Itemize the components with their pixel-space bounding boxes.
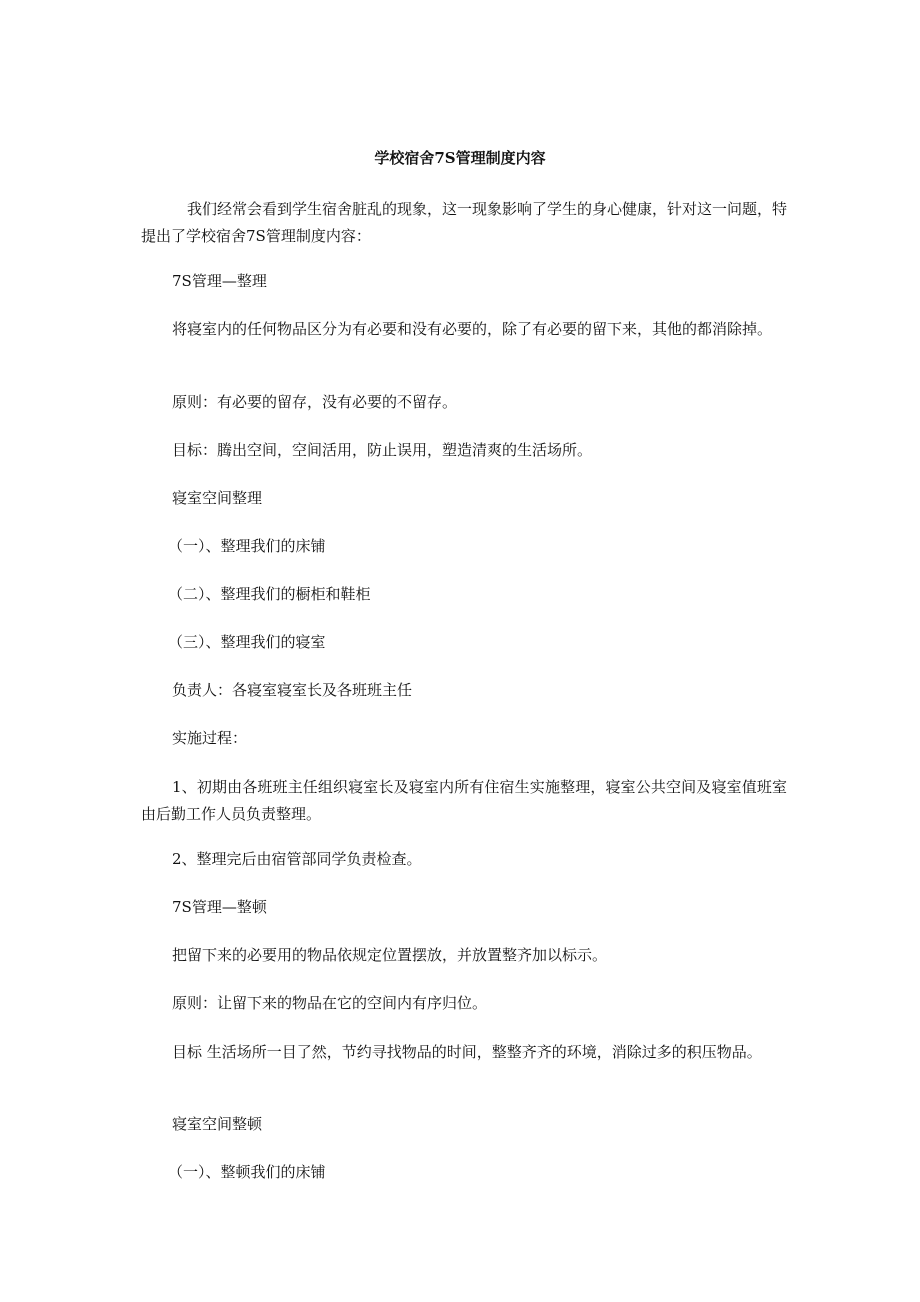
list-item-room: （三）、整理我们的寝室: [168, 633, 326, 651]
list-item-cabinet: （二）、整理我们的橱柜和鞋柜: [168, 585, 371, 603]
paragraph-sort-definition: 将寝室内的任何物品区分为有必要和没有必要的，除了有必要的留下来，其他的都消除掉。: [172, 320, 773, 338]
list-item-bed: （一）、整理我们的床铺: [168, 537, 326, 555]
paragraph-set-definition: 把留下来的必要用的物品依规定位置摆放，并放置整齐加以标示。: [172, 946, 608, 964]
subheading-room-sort: 寝室空间整理: [172, 489, 263, 507]
paragraph-responsible: 负责人：各寝室寝室长及各班班主任: [172, 681, 413, 699]
intro-paragraph: 我们经常会看到学生宿舍脏乱的现象，这一现象影响了学生的身心健康，针对这一问题，特提出了学校宿舍7S管理制度内容：: [141, 200, 788, 245]
paragraph-process-label: 实施过程：: [172, 729, 248, 747]
paragraph-sort-goal: 目标：腾出空间，空间活用，防止误用，塑造清爽的生活场所。: [172, 441, 593, 459]
paragraph-set-goal: 目标 生活场所一目了然，节约寻找物品的时间，整整齐齐的环境，消除过多的积压物品。: [172, 1043, 762, 1061]
section-heading-set-in-order: 7S管理—整顿: [172, 898, 267, 916]
paragraph-sort-principle: 原则：有必要的留存，没有必要的不留存。: [172, 393, 458, 411]
subheading-room-set: 寝室空间整顿: [172, 1115, 263, 1133]
paragraph-set-principle: 原则：让留下来的物品在它的空间内有序归位。: [172, 994, 488, 1012]
paragraph-process-step-2: 2、整理完后由宿管部同学负责检查。: [172, 850, 422, 868]
list-item-bed-set: （一）、整顿我们的床铺: [168, 1163, 326, 1181]
paragraph-process-step-1: 1、初期由各班班主任组织寝室长及寝室内所有住宿生实施整理，寝室公共空间及寝室值班室由后勤工作人员负责整理。: [141, 778, 787, 823]
section-heading-sort: 7S管理—整理: [172, 272, 267, 290]
document-title: 学校宿舍7S管理制度内容: [374, 149, 546, 167]
